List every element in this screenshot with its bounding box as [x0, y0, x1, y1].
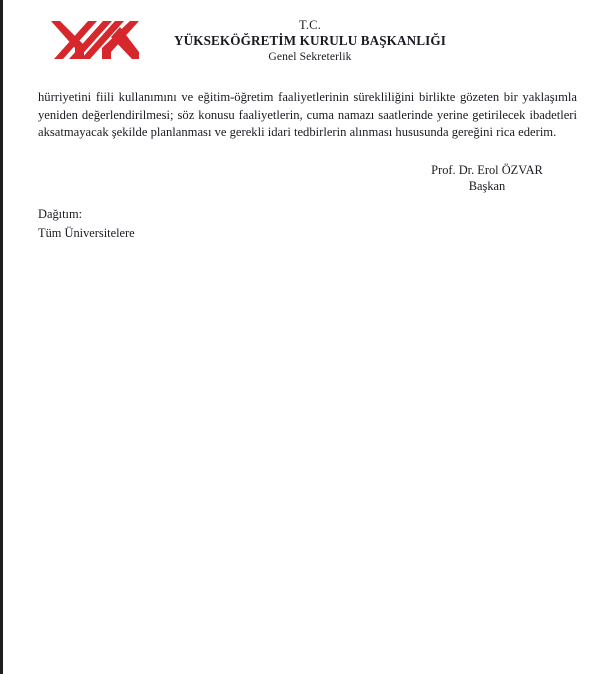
letterhead-institution: YÜKSEKÖĞRETİM KURULU BAŞKANLIĞI	[173, 33, 447, 48]
letterhead-department: Genel Sekreterlik	[268, 50, 352, 63]
distribution-block	[38, 205, 338, 243]
signatory-title: Başkan	[468, 179, 506, 193]
document-body	[38, 89, 577, 142]
distribution-label: Dağıtım:	[38, 207, 83, 221]
letterhead-tc: T.C.	[298, 18, 322, 32]
letterhead-text	[160, 18, 460, 64]
signature-block	[397, 162, 577, 194]
signatory-name: Prof. Dr. Erol ÖZVAR	[431, 163, 543, 177]
letterhead	[0, 18, 614, 74]
body-paragraph: hürriyetini fiili kullanımını ve eğitim-öğretim faaliyetlerinin sürekliliğini birlikte gözeten bir yaklaşımla yeniden değerlendirilmesi; söz konusu faaliyetlerin, cuma namazı saatlerinde yerine getirilecek ibadetleri aksatmayacak şekilde planlanması ve gerekli idari tedbirlerin alınması hususunda gereğini rica ederim.	[38, 90, 577, 139]
page-left-edge-strip	[0, 0, 3, 674]
distribution-item: Tüm Üniversitelere	[38, 226, 135, 240]
yok-logo-icon	[51, 21, 139, 61]
